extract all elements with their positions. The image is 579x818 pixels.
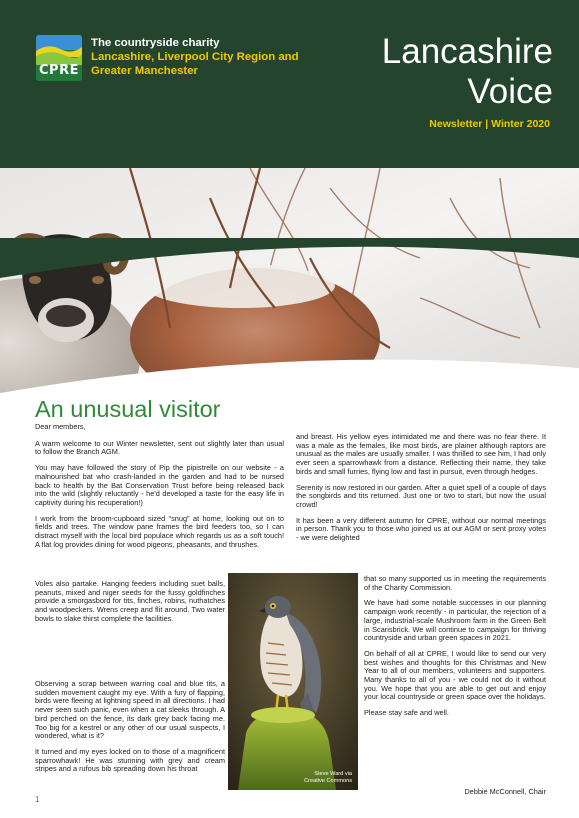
title-line-2: Voice <box>467 72 553 111</box>
photo-credit <box>304 771 352 785</box>
paragraph: Voles also partake. Hanging feeders including suet balls, peanuts, mixed and niger seeds for the fussy goldfinches provide a smorgasbord for tits, finches, robins, nuthatches and woodpeckers. Wrens creep and flit around. Two water bowls to slake thirst complete the facilities. <box>35 579 225 623</box>
sparrowhawk-photo <box>228 573 358 790</box>
paragraph: We have had some notable successes in our planning campaign work recently - in particular, the rejection of a large, industrial-scale Mushroom farm in the Green Belt in Scarisbrick. We will continue to campaign for thriving countryside and urban green spaces in 2021. <box>364 598 546 643</box>
page-number: 1 <box>35 795 40 804</box>
paragraph: that so many supported us in meeting the requirements of the Charity Commission. <box>364 574 546 592</box>
paragraph: I work from the broom-cupboard sized "snug" at home, looking out on to fields and trees. The window pane frames the bird feeders too, so I can distract myself with the local bird populace which regards us as a soft touch! A flat log provides dining for wood pigeons, pheasants, and thrushes. <box>35 513 284 549</box>
paragraph: Serenity is now restored in our garden. After a quiet spell of a couple of days the songbirds and tits returned. Just one or two to start, but now the usual crowd! <box>296 482 546 509</box>
title-line-1: Lancashire <box>381 32 553 71</box>
article-column-1-top <box>35 423 284 556</box>
hero-photo-sheep-in-snow <box>0 168 579 400</box>
newsletter-title <box>382 32 553 112</box>
logo-text: CPRE <box>39 63 79 78</box>
region-name: Lancashire, Liverpool City Region and Greater Manchester <box>91 51 299 77</box>
salutation: Dear members, <box>35 422 86 431</box>
paragraph: It turned and my eyes locked on to those of a magnificent sparrowhawk! He was stunning with grey and cream stripes and a rufous bib spreading down his throat <box>35 746 225 774</box>
paragraph: and breast. His yellow eyes intimidated me and there was no fear there. It was a male as the females, like most birds, are plainer although raptors are unusual as the males are usually smaller. I was thrilled to see him, I had only ever seen a sparrowhawk from a distance. Reflecting their name, they take birds and small furries, flying low and fast in pursuit, even through hedges. <box>296 432 546 476</box>
issue-label: Newsletter | Winter 2020 <box>429 118 550 130</box>
paragraph: It has been a very different autumn for CPRE, without our normal meetings in person. Thank you to those who joined us at our AGM or sent proxy votes - we were delighted <box>296 515 546 543</box>
paragraph: A warm welcome to our Winter newsletter, sent out slightly later than usual to follow the Branch AGM. <box>35 438 284 457</box>
paragraph: On behalf of all at CPRE, I would like to send our very best wishes and thoughts for this Christmas and New Year to all of our members, volunteers and supporters. Many thanks to all of you - we could not do it without you. We hope that you are able to get out and enjoy your local countryside or green space over the holidays. <box>364 648 546 702</box>
credit-line-2: Creative Commons <box>304 778 352 784</box>
article-column-1-lower <box>35 680 225 781</box>
article-column-1-wrap <box>35 580 225 631</box>
article-column-2-lower <box>364 575 546 725</box>
article-headline: An unusual visitor <box>35 396 221 422</box>
paragraph: Please stay safe and well. <box>364 708 449 718</box>
credit-line-1: Steve Ward via <box>314 771 352 777</box>
article-column-2-top <box>296 433 546 550</box>
charity-tagline: The countryside charity <box>91 37 220 49</box>
paragraph: You may have followed the story of Pip the pipistrelle on our website - a malnourished bat who crash-landed in the garden and had to be nursed back to health by the Bat Conservation Trust before being released back into the wild (slightly reluctantly - he'd developed a taste for the easy life in captivity during his recuperation!) <box>35 463 284 507</box>
cpre-logo <box>36 35 82 81</box>
paragraph: Observing a scrap between warring coal and blue tits, a sudden movement caught my eye. With a fury of flapping, birds were fleeing at lightning speed in all directions. I had never seen such panic, even when a cat sleeks through. A bird perched on the fence, its dark grey back facing me. Too big for a kestrel or any other of our usual suspects, I wondered, what is it? <box>35 679 225 741</box>
signoff-name: Debbie McConnell, Chair <box>464 787 546 796</box>
